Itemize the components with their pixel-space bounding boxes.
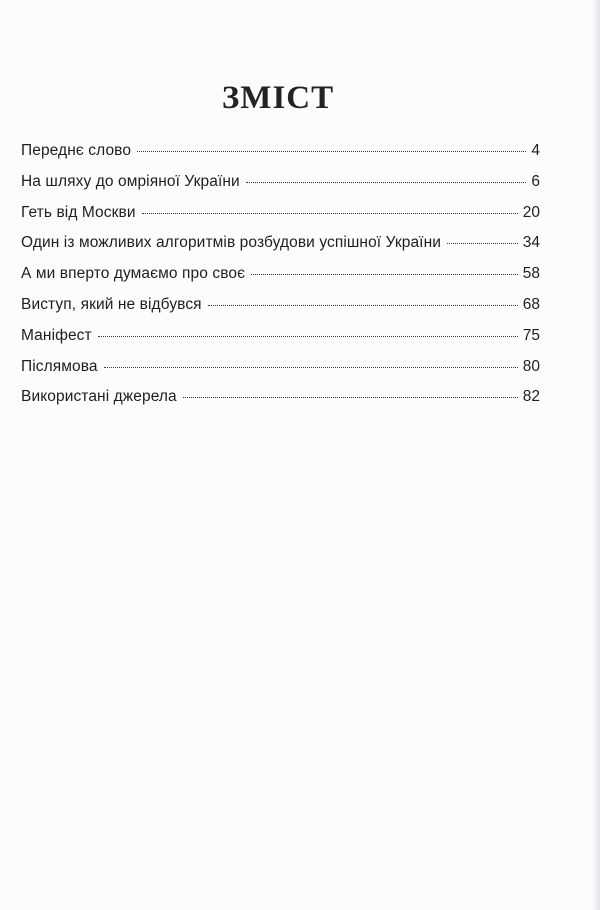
toc-entry-title: Виступ, який не відбувся bbox=[21, 295, 202, 313]
toc-entry-page-number: 68 bbox=[522, 295, 540, 313]
toc-entry-page-number: 58 bbox=[522, 265, 540, 283]
toc-entry-title: Переднє слово bbox=[21, 142, 132, 159]
toc-entry-page-number: 20 bbox=[522, 203, 540, 221]
dot-leader bbox=[142, 213, 518, 214]
toc-entry-page-number: 75 bbox=[522, 326, 540, 344]
dot-leader bbox=[183, 397, 518, 398]
toc-entry-title: Один із можливих алгоритмів розбудови успішної України bbox=[21, 234, 442, 252]
toc-entry-page-number: 6 bbox=[531, 172, 540, 190]
toc-entry-our-own-thoughts[interactable] bbox=[21, 264, 540, 295]
dot-leader bbox=[447, 243, 518, 244]
toc-entry-title: Геть від Москви bbox=[21, 203, 136, 221]
page-title: ЗМІСТ bbox=[221, 80, 335, 116]
page-edge-shadow bbox=[592, 0, 600, 910]
toc-entry-title: Маніфест bbox=[21, 326, 92, 344]
toc-entry-title: Використані джерела bbox=[21, 388, 177, 406]
toc-entry-sources[interactable] bbox=[21, 387, 540, 418]
toc-entry-page-number: 34 bbox=[522, 234, 540, 252]
toc-entry-title: А ми вперто думаємо про своє bbox=[21, 265, 246, 283]
dot-leader bbox=[208, 305, 518, 306]
toc-entry-away-from-moscow[interactable] bbox=[21, 203, 540, 234]
toc-entry-manifesto[interactable] bbox=[21, 326, 540, 357]
dot-leader bbox=[246, 182, 527, 183]
toc-entry-path-to-ukraine[interactable] bbox=[21, 172, 540, 203]
dot-leader bbox=[104, 367, 518, 368]
toc-entry-page-number: 80 bbox=[522, 357, 540, 375]
toc-entry-title: Післямова bbox=[21, 357, 98, 375]
toc-entry-page-number: 4 bbox=[531, 142, 540, 159]
toc-entry-page-number: 82 bbox=[522, 388, 540, 406]
toc-entry-speech[interactable] bbox=[21, 295, 540, 326]
dot-leader bbox=[98, 336, 518, 337]
toc-entry-preface[interactable] bbox=[21, 141, 540, 172]
toc-entry-title: На шляху до омріяної України bbox=[21, 172, 240, 190]
dot-leader bbox=[251, 274, 518, 275]
toc-entry-afterword[interactable] bbox=[21, 357, 540, 388]
table-of-contents bbox=[21, 141, 540, 418]
toc-entry-algorithm[interactable] bbox=[21, 233, 540, 264]
dot-leader bbox=[137, 151, 526, 152]
